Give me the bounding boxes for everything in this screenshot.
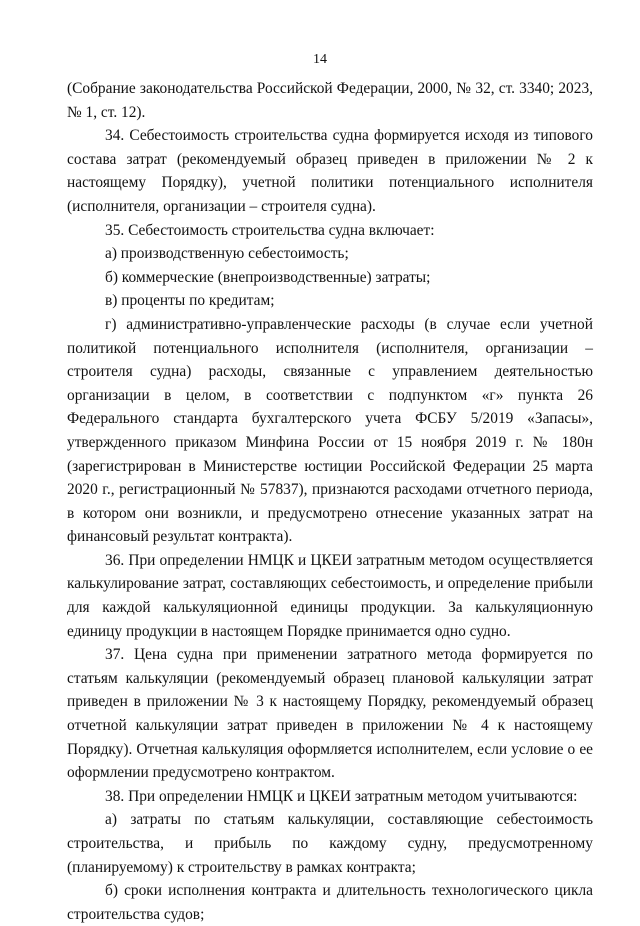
paragraph-35-v: в) проценты по кредитам;	[105, 292, 275, 310]
paragraph-citation-end: (Собрание законодательства Российской Федерации, 2000, № 32, ст. 3340; 2023, № 1, ст. 12).	[67, 80, 593, 121]
paragraph-37: 37. Цена судна при применении затратного метода формируется по статьям калькуляции (рекомендуемый образец плановой калькуляции затрат приведен в приложении № 3 к настоящему Порядку, рекомендуемый образец отчетной калькуляции затрат приведен в приложении № 4 к настоящему Порядку). Отчетная калькуляция оформляется исполнителем, если условие о ее оформлении предусмотрено контрактом.	[67, 646, 593, 782]
paragraph-38: 38. При определении НМЦК и ЦКЕИ затратным методом учитываются:	[105, 787, 578, 805]
page-number: 14	[313, 52, 327, 67]
paragraph-35-g: г) административно-управленческие расходы (в случае если учетной политикой потенциального исполнителя (исполнителя, организации – строителя судна) расходы, связанные с управлением деятельностью организации в целом, в соответствии с подпунктом «г» пункта 26 Федерального стандарта бухгалтерского учета ФСБУ 5/2019 «Запасы», утвержденного приказом Минфина России от 15 ноября 2019 г. № 180н (зарегистрирован в Министерстве юстиции Российской Федерации 25 марта 2020 г., регистрационный № 57837), признаются расходами отчетного периода, в котором они возникли, и предусмотрено отнесение указанных затрат на финансовый результат контракта).	[67, 315, 593, 546]
paragraph-36: 36. При определении НМЦК и ЦКЕИ затратным методом осуществляется калькулирование затрат, составляющих себестоимость, и определение прибыли для каждой калькуляционной единицы продукции. За калькуляционную единицу продукции в настоящем Порядке принимается одно судно.	[67, 551, 593, 640]
paragraph-35-b: б) коммерческие (внепроизводственные) затраты;	[105, 268, 431, 286]
paragraph-34: 34. Себестоимость строительства судна формируется исходя из типового состава затрат (рекомендуемый образец приведен в приложении № 2 к настоящему Порядку), учетной политики потенциального исполнителя (исполнителя, организации – строителя судна).	[67, 127, 593, 215]
document-body	[67, 77, 593, 926]
paragraph-38-b: б) сроки исполнения контракта и длительность технологического цикла строительства судов;	[67, 882, 593, 923]
paragraph-35-a: а) производственную себестоимость;	[105, 245, 349, 263]
paragraph-38-a: а) затраты по статьям калькуляции, составляющие себестоимость строительства, и прибыль по каждому судну, предусмотренному (планируемому) к строительству в рамках контракта;	[67, 811, 593, 876]
paragraph-35: 35. Себестоимость строительства судна включает:	[105, 221, 435, 239]
